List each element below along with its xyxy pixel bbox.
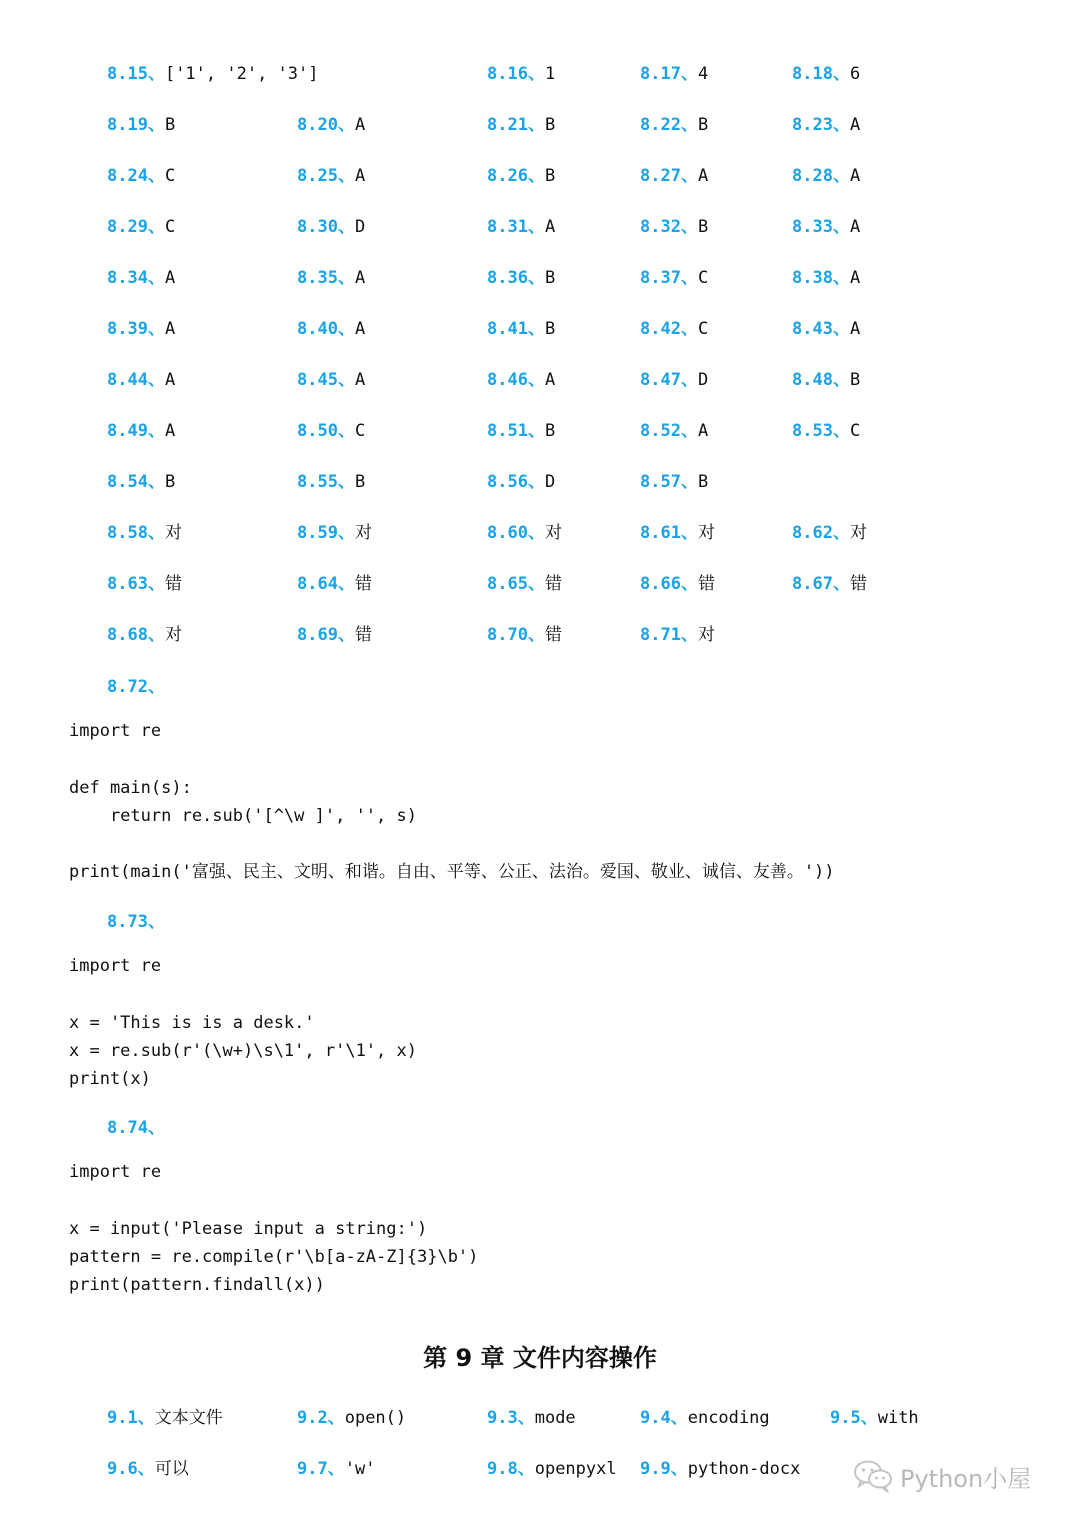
question-number: 8.66、 — [640, 574, 698, 594]
question-number: 8.67、 — [792, 574, 850, 594]
answer-value: 错 — [354, 625, 372, 645]
question-number: 8.71、 — [640, 625, 698, 645]
answer-value: A — [697, 166, 709, 186]
answer-value: 1 — [544, 64, 556, 84]
question-number: 8.25、 — [297, 166, 355, 186]
answer-value: 对 — [849, 523, 867, 543]
answer-item — [297, 460, 365, 504]
answer-row — [0, 613, 1080, 664]
answer-item — [297, 613, 372, 657]
question-number: 9.4、 — [640, 1408, 688, 1428]
question-number: 8.37、 — [640, 268, 698, 288]
answer-row — [0, 307, 1080, 358]
answer-value: B — [697, 115, 709, 135]
code-label: 8.72、 — [107, 677, 165, 697]
answer-value: C — [697, 319, 709, 339]
answer-row — [0, 154, 1080, 205]
answer-value: 对 — [697, 523, 715, 543]
answer-value: A — [354, 166, 366, 186]
code-listing: import re def main(s): return re.sub('[^\w ]', '', s) print(main('富强、民主、文明、和谐。自由、平等、公正、法治。爱国、敬业、诚信、友善。')) — [69, 721, 835, 883]
question-number: 8.44、 — [107, 370, 165, 390]
question-number: 9.1、 — [107, 1408, 155, 1428]
answer-value: A — [354, 268, 366, 288]
answer-value: B — [697, 217, 709, 237]
answer-value: 4 — [697, 64, 709, 84]
answer-value: A — [849, 217, 861, 237]
watermark-text: Python小屋 — [900, 1464, 1032, 1493]
answer-row — [0, 52, 1080, 103]
question-number: 8.54、 — [107, 472, 165, 492]
answer-value: C — [164, 166, 176, 186]
answer-value: ['1', '2', '3'] — [164, 64, 319, 84]
answer-value: 错 — [544, 574, 562, 594]
question-number: 8.28、 — [792, 166, 850, 186]
answer-value: A — [697, 421, 709, 441]
question-number: 8.41、 — [487, 319, 545, 339]
answer-row — [0, 460, 1080, 511]
answer-value: 错 — [544, 625, 562, 645]
answer-value: B — [544, 115, 556, 135]
answer-item — [640, 613, 715, 657]
answer-value: A — [849, 166, 861, 186]
question-number: 8.20、 — [297, 115, 355, 135]
answer-item — [487, 154, 555, 198]
question-number: 8.39、 — [107, 319, 165, 339]
answer-value: A — [544, 217, 556, 237]
code-label: 8.74、 — [107, 1118, 165, 1138]
answer-item — [640, 1396, 770, 1440]
answer-item — [107, 52, 318, 96]
answer-value: 错 — [354, 574, 372, 594]
answer-item — [487, 562, 562, 606]
question-number: 8.60、 — [487, 523, 545, 543]
answer-value: 错 — [697, 574, 715, 594]
question-number: 8.46、 — [487, 370, 545, 390]
question-number: 8.50、 — [297, 421, 355, 441]
question-number: 8.26、 — [487, 166, 545, 186]
answer-value: with — [877, 1408, 919, 1428]
answer-item — [640, 52, 708, 96]
answer-item — [487, 103, 555, 147]
answer-item — [297, 205, 365, 249]
answer-item — [297, 307, 365, 351]
answer-item — [792, 256, 860, 300]
answer-value: 错 — [849, 574, 867, 594]
answer-item — [487, 52, 555, 96]
answer-value: python-docx — [687, 1459, 801, 1479]
answer-value: D — [354, 217, 366, 237]
question-number: 8.45、 — [297, 370, 355, 390]
answer-value: A — [849, 115, 861, 135]
question-number: 8.43、 — [792, 319, 850, 339]
answer-item — [640, 358, 708, 402]
question-number: 8.47、 — [640, 370, 698, 390]
answer-value: 'w' — [344, 1459, 376, 1479]
question-number: 9.3、 — [487, 1408, 535, 1428]
answer-item — [792, 307, 860, 351]
question-number: 8.38、 — [792, 268, 850, 288]
answer-value: 对 — [164, 625, 182, 645]
answer-item — [640, 256, 708, 300]
answer-value: 错 — [164, 574, 182, 594]
answer-value: B — [164, 472, 176, 492]
question-number: 8.30、 — [297, 217, 355, 237]
answer-item — [487, 511, 562, 555]
question-number: 8.61、 — [640, 523, 698, 543]
answer-row — [0, 1396, 1080, 1447]
answer-value: A — [849, 319, 861, 339]
question-number: 8.69、 — [297, 625, 355, 645]
answer-value: 文本文件 — [154, 1408, 223, 1428]
answer-item — [792, 562, 867, 606]
answer-value: A — [164, 268, 176, 288]
answer-value: B — [354, 472, 366, 492]
question-number: 8.59、 — [297, 523, 355, 543]
question-number: 8.58、 — [107, 523, 165, 543]
question-number: 8.56、 — [487, 472, 545, 492]
answer-value: B — [697, 472, 709, 492]
answer-value: openpyxl — [534, 1459, 617, 1479]
answer-item — [792, 103, 860, 147]
answer-value: D — [697, 370, 709, 390]
answer-value: B — [544, 421, 556, 441]
question-number: 8.17、 — [640, 64, 698, 84]
answer-value: A — [164, 370, 176, 390]
answer-value: B — [544, 166, 556, 186]
answer-item — [792, 511, 867, 555]
question-number: 8.23、 — [792, 115, 850, 135]
code-listing: import re x = input('Please input a string:') pattern = re.compile(r'\b[a-zA-Z]{3}\b') print(pattern.findall(x)) — [69, 1162, 479, 1296]
answer-item — [107, 1396, 223, 1440]
answer-item — [107, 154, 175, 198]
answer-value: open() — [344, 1408, 407, 1428]
watermark — [852, 1458, 1031, 1494]
question-number: 8.42、 — [640, 319, 698, 339]
question-number: 8.64、 — [297, 574, 355, 594]
answer-item — [107, 562, 182, 606]
answer-row — [0, 205, 1080, 256]
answer-value: A — [354, 115, 366, 135]
answer-item — [640, 562, 715, 606]
answer-item — [297, 409, 365, 453]
answer-row — [0, 409, 1080, 460]
answer-item — [297, 1396, 406, 1440]
question-number: 9.9、 — [640, 1459, 688, 1479]
answer-item — [107, 358, 175, 402]
answer-value: 6 — [849, 64, 861, 84]
code-label: 8.73、 — [107, 912, 165, 932]
answer-value: 对 — [697, 625, 715, 645]
answer-item — [297, 1447, 375, 1491]
answer-value: D — [544, 472, 556, 492]
answer-item — [640, 460, 708, 504]
wechat-icon — [852, 1458, 894, 1494]
answer-item — [107, 511, 182, 555]
question-number: 8.21、 — [487, 115, 545, 135]
question-number: 8.49、 — [107, 421, 165, 441]
answer-item — [487, 1396, 576, 1440]
answer-item — [297, 511, 372, 555]
question-number: 8.63、 — [107, 574, 165, 594]
answer-item — [792, 154, 860, 198]
question-number: 8.34、 — [107, 268, 165, 288]
answer-value: C — [697, 268, 709, 288]
question-number: 8.65、 — [487, 574, 545, 594]
answer-item — [297, 103, 365, 147]
answer-value: C — [849, 421, 861, 441]
answer-value: mode — [534, 1408, 576, 1428]
answer-item — [297, 358, 365, 402]
answer-value: B — [164, 115, 176, 135]
question-number: 8.53、 — [792, 421, 850, 441]
question-number: 8.70、 — [487, 625, 545, 645]
answer-item — [297, 154, 365, 198]
chapter-heading: 第 9 章 文件内容操作 — [423, 1344, 657, 1372]
question-number: 8.33、 — [792, 217, 850, 237]
answer-value: A — [354, 319, 366, 339]
question-number: 8.40、 — [297, 319, 355, 339]
answer-value: A — [164, 421, 176, 441]
question-number: 8.35、 — [297, 268, 355, 288]
answer-value: B — [544, 319, 556, 339]
question-number: 8.16、 — [487, 64, 545, 84]
question-number: 8.19、 — [107, 115, 165, 135]
answer-item — [107, 256, 175, 300]
answer-value: A — [544, 370, 556, 390]
question-number: 8.36、 — [487, 268, 545, 288]
question-number: 8.22、 — [640, 115, 698, 135]
answer-value: A — [354, 370, 366, 390]
answer-value: B — [849, 370, 861, 390]
answer-item — [487, 460, 555, 504]
question-number: 9.7、 — [297, 1459, 345, 1479]
question-number: 9.6、 — [107, 1459, 155, 1479]
question-number: 8.15、 — [107, 64, 165, 84]
answer-value: C — [164, 217, 176, 237]
answer-item — [640, 154, 708, 198]
question-number: 8.57、 — [640, 472, 698, 492]
answer-item — [792, 52, 860, 96]
answer-item — [297, 256, 365, 300]
answer-row — [0, 358, 1080, 409]
answer-item — [640, 307, 708, 351]
answer-item — [830, 1396, 919, 1440]
answer-item — [487, 1447, 617, 1491]
answer-item — [297, 562, 372, 606]
answer-item — [792, 205, 860, 249]
question-number: 9.5、 — [830, 1408, 878, 1428]
question-number: 8.27、 — [640, 166, 698, 186]
answer-item — [640, 103, 708, 147]
answer-item — [107, 613, 182, 657]
answer-value: C — [354, 421, 366, 441]
answer-item — [107, 460, 175, 504]
answer-item — [792, 409, 860, 453]
chapter8-answers — [0, 52, 1080, 664]
answer-item — [107, 205, 175, 249]
answer-value: A — [164, 319, 176, 339]
answer-item — [640, 1447, 800, 1491]
answer-item — [487, 205, 555, 249]
answer-item — [487, 358, 555, 402]
answer-value: 对 — [354, 523, 372, 543]
question-number: 8.68、 — [107, 625, 165, 645]
answer-item — [107, 103, 175, 147]
question-number: 8.62、 — [792, 523, 850, 543]
answer-value: A — [849, 268, 861, 288]
question-number: 8.24、 — [107, 166, 165, 186]
question-number: 8.18、 — [792, 64, 850, 84]
answer-value: 对 — [164, 523, 182, 543]
answer-item — [487, 307, 555, 351]
question-number: 8.55、 — [297, 472, 355, 492]
answer-row — [0, 256, 1080, 307]
answer-value: B — [544, 268, 556, 288]
answer-item — [487, 409, 555, 453]
question-number: 9.8、 — [487, 1459, 535, 1479]
answer-row — [0, 511, 1080, 562]
question-number: 8.48、 — [792, 370, 850, 390]
code-listing: import re x = 'This is is a desk.' x = re.sub(r'(\w+)\s\1', r'\1', x) print(x) — [69, 956, 417, 1090]
answer-row — [0, 562, 1080, 613]
answer-item — [107, 409, 175, 453]
answer-item — [640, 205, 708, 249]
answer-value: encoding — [687, 1408, 770, 1428]
question-number: 8.31、 — [487, 217, 545, 237]
question-number: 8.29、 — [107, 217, 165, 237]
answer-item — [107, 1447, 189, 1491]
question-number: 8.52、 — [640, 421, 698, 441]
answer-item — [640, 511, 715, 555]
answer-value: 可以 — [154, 1459, 189, 1479]
question-number: 8.51、 — [487, 421, 545, 441]
answer-row — [0, 103, 1080, 154]
answer-item — [792, 358, 860, 402]
question-number: 8.32、 — [640, 217, 698, 237]
answer-item — [640, 409, 708, 453]
question-number: 9.2、 — [297, 1408, 345, 1428]
answer-item — [107, 307, 175, 351]
answer-item — [487, 613, 562, 657]
answer-value: 对 — [544, 523, 562, 543]
answer-item — [487, 256, 555, 300]
